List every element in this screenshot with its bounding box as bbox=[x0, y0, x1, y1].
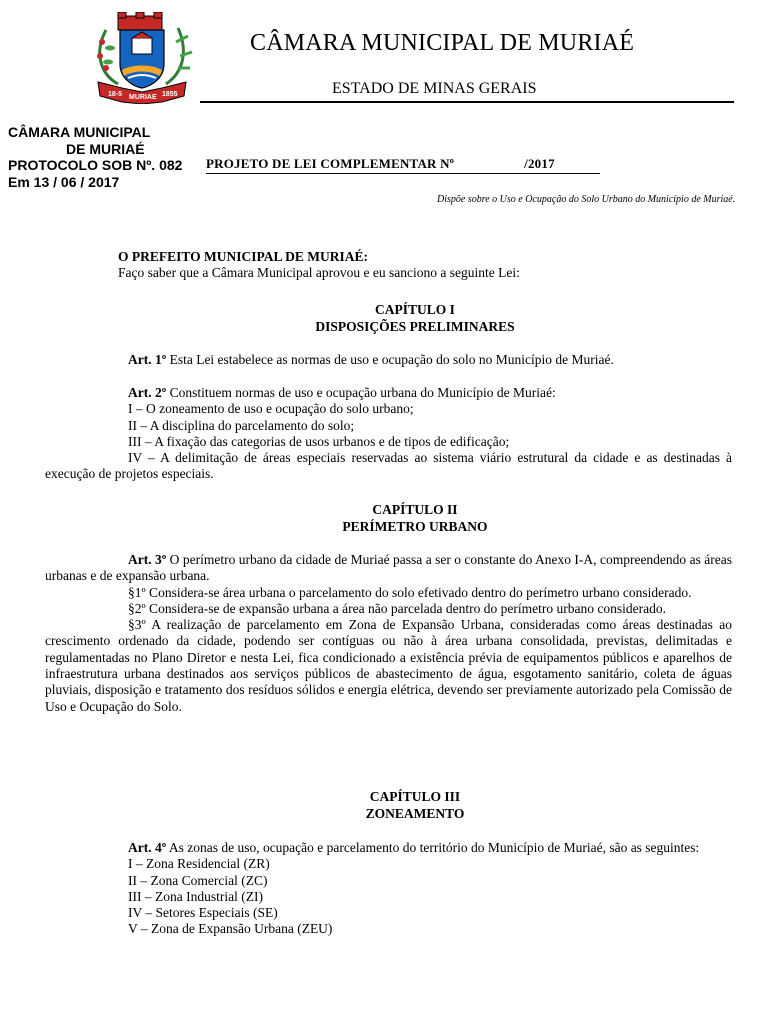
chapter-3-heading bbox=[98, 789, 732, 822]
ribbon-right-text: 1855 bbox=[162, 91, 178, 98]
intro bbox=[98, 249, 732, 282]
intro-heading: O PREFEITO MUNICIPAL DE MURIAÉ: bbox=[118, 249, 369, 264]
article-4-item-3: III – Zona Industrial (ZI) bbox=[128, 888, 263, 904]
article-1 bbox=[98, 352, 732, 368]
article-3-paragraph-2: §2º Considera-se de expansão urbana a área não parcelada dentro do perímetro urbano considerado. bbox=[128, 600, 666, 616]
article-4-label: Art. 4º bbox=[128, 840, 167, 855]
article-2-item-3: III – A fixação das categorias de usos urbanos e de tipos de edificação; bbox=[128, 433, 510, 449]
header-title: CÂMARA MUNICIPAL DE MURIAÉ bbox=[250, 30, 635, 56]
chapter-2-number: CAPÍTULO II bbox=[372, 502, 458, 517]
article-3-label: Art. 3º bbox=[128, 552, 167, 567]
coat-of-arms-icon bbox=[88, 12, 196, 104]
chapter-3-title: ZONEAMENTO bbox=[365, 805, 465, 821]
stamp-line-2: DE MURIAÉ bbox=[66, 140, 145, 157]
stamp-line-4: Em 13 / 06 / 2017 bbox=[8, 173, 120, 190]
chapter-2-heading bbox=[98, 502, 732, 535]
article-2 bbox=[45, 385, 732, 483]
article-2-item-1: I – O zoneamento de uso e ocupação do solo urbano; bbox=[128, 401, 414, 417]
chapter-2-title: PERÍMETRO URBANO bbox=[342, 518, 488, 534]
ribbon-left-text: 18-5 bbox=[108, 91, 123, 98]
ribbon-center-text: MURIAE bbox=[129, 94, 157, 101]
chapter-1-heading bbox=[98, 302, 732, 335]
article-2-item-4: IV – A delimitação de áreas especiais reservadas ao sistema viário estrutural da cidade e as destinadas à execução de projetos especiais. bbox=[45, 450, 732, 482]
header-divider bbox=[200, 101, 734, 103]
article-2-text: Constituem normas de uso e ocupação urbana do Município de Muriaé: bbox=[166, 385, 556, 400]
project-title-underline bbox=[206, 173, 600, 174]
article-2-item-2: II – A disciplina do parcelamento do solo; bbox=[128, 417, 355, 433]
article-3-paragraph-3: §3º A realização de parcelamento em Zona de Expansão Urbana, consideradas como áreas destinadas ao crescimento ordenado da cidade, podendo ser contíguas ou não à área urbana consolidada, previstas, delimitadas e regulamentadas no Plano Diretor e nesta Lei, fica condicionado a existência prévia de equipamentos públicos e aparelhos de infraestrutura urbana destinados aos serviços públicos de abastecimento de água, esgotamento sanitário, coleta de águas pluviais, disposição e tratamento dos resíduos sólidos e energia elétrica, devendo ser previamente autorizado pela Comissão de Uso e Ocupação do Solo. bbox=[45, 617, 732, 714]
stamp-line-1: CÂMARA MUNICIPAL bbox=[8, 124, 151, 140]
project-title-prefix: PROJETO DE LEI COMPLEMENTAR Nº bbox=[206, 156, 455, 171]
article-4-item-4: IV – Setores Especiais (SE) bbox=[128, 905, 278, 921]
chapter-3-number: CAPÍTULO III bbox=[369, 789, 461, 804]
intro-text: Faço saber que a Câmara Municipal aprovou e eu sanciono a seguinte Lei: bbox=[118, 265, 520, 281]
article-4-text: As zonas de uso, ocupação e parcelamento do território do Município de Muriaé, são as seguintes: bbox=[166, 840, 700, 855]
article-3-text: O perímetro urbano da cidade de Muriaé passa a ser o constante do Anexo I-A, compreendendo as áreas urbanas e de expansão urbana. bbox=[45, 552, 732, 584]
article-3-paragraph-1: §1º Considera-se área urbana o parcelamento do solo efetivado dentro do perímetro urbano considerado. bbox=[128, 584, 692, 600]
protocol-stamp bbox=[8, 124, 182, 190]
project-title bbox=[206, 156, 555, 172]
article-4 bbox=[45, 840, 732, 938]
article-2-label: Art. 2º bbox=[128, 385, 167, 400]
stamp-line-3: PROTOCOLO SOB Nº. 082 bbox=[8, 157, 183, 173]
article-4-item-1: I – Zona Residencial (ZR) bbox=[128, 856, 270, 872]
article-1-label: Art. 1º bbox=[128, 352, 167, 367]
article-3 bbox=[45, 552, 732, 715]
article-4-item-5: V – Zona de Expansão Urbana (ZEU) bbox=[128, 921, 333, 937]
article-1-text: Esta Lei estabelece as normas de uso e ocupação do solo no Município de Muriaé. bbox=[166, 352, 614, 367]
chapter-1-title: DISPOSIÇÕES PRELIMINARES bbox=[315, 318, 515, 334]
project-title-suffix: /2017 bbox=[524, 156, 555, 171]
header-subtitle: ESTADO DE MINAS GERAIS bbox=[332, 80, 537, 97]
ementa: Dispõe sobre o Uso e Ocupação do Solo Urbano do Município de Muriaé. bbox=[437, 194, 736, 205]
chapter-1-number: CAPÍTULO I bbox=[375, 302, 455, 317]
article-4-item-2: II – Zona Comercial (ZC) bbox=[128, 872, 268, 888]
